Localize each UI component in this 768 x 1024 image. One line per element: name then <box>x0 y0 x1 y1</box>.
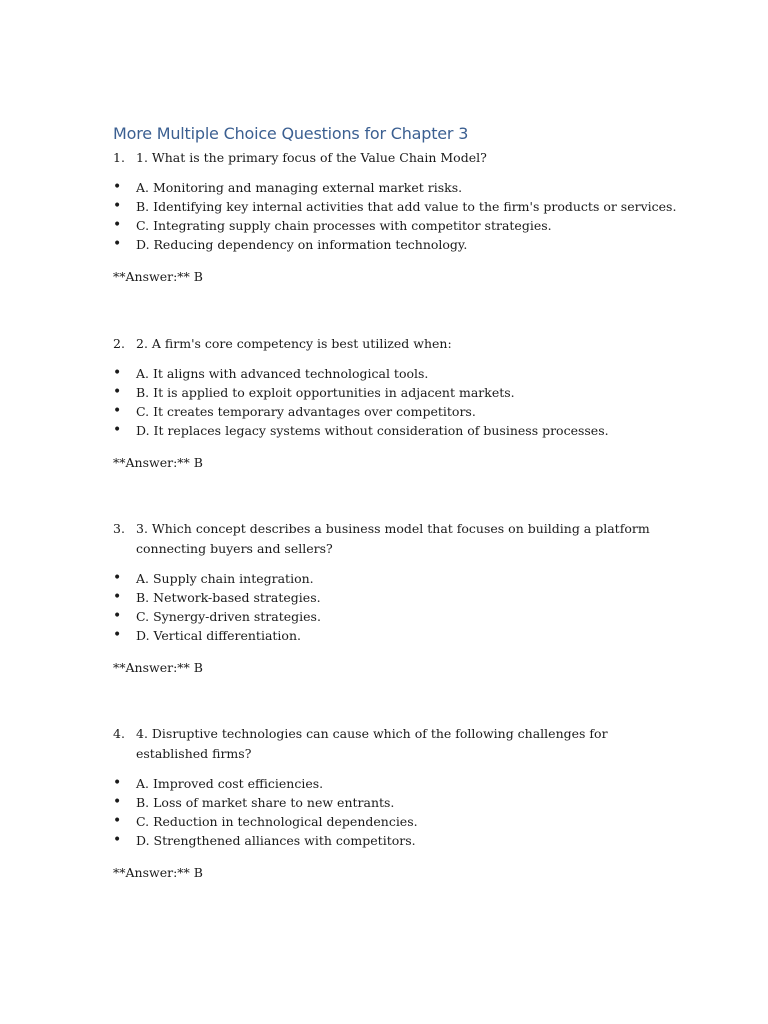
option-text: C. Reduction in technological dependencies. <box>136 814 418 829</box>
options-list <box>113 178 677 254</box>
bullet-icon: • <box>113 608 122 624</box>
bullet-icon: • <box>113 775 122 791</box>
question-block <box>113 148 677 286</box>
question-text: 2. A firm's core competency is best utilized when: <box>136 336 452 351</box>
options-list <box>113 774 653 850</box>
answer-text: **Answer:** B <box>113 865 203 880</box>
option-item <box>113 178 653 197</box>
question-line <box>113 148 653 168</box>
option-item <box>113 607 653 626</box>
option-item <box>113 216 653 235</box>
option-text: B. Network-based strategies. <box>136 590 321 605</box>
option-item <box>113 197 677 216</box>
bullet-icon: • <box>113 422 122 438</box>
option-text: D. Strengthened alliances with competitors. <box>136 833 416 848</box>
answer-text: **Answer:** B <box>113 660 203 675</box>
bullet-icon: • <box>113 365 122 381</box>
option-text: A. It aligns with advanced technological tools. <box>136 366 429 381</box>
question-text: 3. Which concept describes a business model that focuses on building a platform connecting buyers and sellers? <box>136 521 650 556</box>
option-text: A. Monitoring and managing external market risks. <box>136 180 463 195</box>
option-item <box>113 383 653 402</box>
question-line <box>113 724 653 764</box>
question-line <box>113 519 653 559</box>
option-item <box>113 793 653 812</box>
question-line <box>113 334 653 354</box>
bullet-icon: • <box>113 832 122 848</box>
bullet-icon: • <box>113 813 122 829</box>
question-text: 4. Disruptive technologies can cause which of the following challenges for established firms? <box>136 726 608 761</box>
bullet-icon: • <box>113 794 122 810</box>
question-block <box>113 724 653 882</box>
question-text: 1. What is the primary focus of the Value Chain Model? <box>136 150 487 165</box>
question-number: 2. <box>113 336 125 351</box>
option-text: D. Reducing dependency on information technology. <box>136 237 468 252</box>
bullet-icon: • <box>113 589 122 605</box>
answer-text: **Answer:** B <box>113 269 203 284</box>
option-text: B. It is applied to exploit opportunities in adjacent markets. <box>136 385 515 400</box>
option-item <box>113 812 653 831</box>
option-item <box>113 588 653 607</box>
option-text: D. Vertical differentiation. <box>136 628 301 643</box>
option-text: D. It replaces legacy systems without consideration of business processes. <box>136 423 609 438</box>
bullet-icon: • <box>113 384 122 400</box>
option-item <box>113 421 653 440</box>
options-list <box>113 569 653 645</box>
document-title: More Multiple Choice Questions for Chapter 3 <box>113 124 469 143</box>
option-item <box>113 569 653 588</box>
option-text: C. Synergy-driven strategies. <box>136 609 321 624</box>
option-item <box>113 402 653 421</box>
question-number: 4. <box>113 726 125 741</box>
option-text: C. It creates temporary advantages over competitors. <box>136 404 476 419</box>
option-text: A. Improved cost efficiencies. <box>136 776 324 791</box>
question-block <box>113 519 653 677</box>
question-block <box>113 334 653 472</box>
question-number: 3. <box>113 521 125 536</box>
option-text: B. Identifying key internal activities that add value to the firm's products or services. <box>136 199 677 214</box>
option-item <box>113 364 653 383</box>
option-item <box>113 235 653 254</box>
bullet-icon: • <box>113 570 122 586</box>
answer-text: **Answer:** B <box>113 455 203 470</box>
option-item <box>113 626 653 645</box>
question-number: 1. <box>113 150 125 165</box>
option-text: A. Supply chain integration. <box>136 571 314 586</box>
option-text: B. Loss of market share to new entrants. <box>136 795 395 810</box>
bullet-icon: • <box>113 217 122 233</box>
bullet-icon: • <box>113 198 122 214</box>
bullet-icon: • <box>113 403 122 419</box>
bullet-icon: • <box>113 236 122 252</box>
bullet-icon: • <box>113 627 122 643</box>
option-item <box>113 831 653 850</box>
option-item <box>113 774 653 793</box>
option-text: C. Integrating supply chain processes with competitor strategies. <box>136 218 552 233</box>
options-list <box>113 364 653 440</box>
bullet-icon: • <box>113 179 122 195</box>
